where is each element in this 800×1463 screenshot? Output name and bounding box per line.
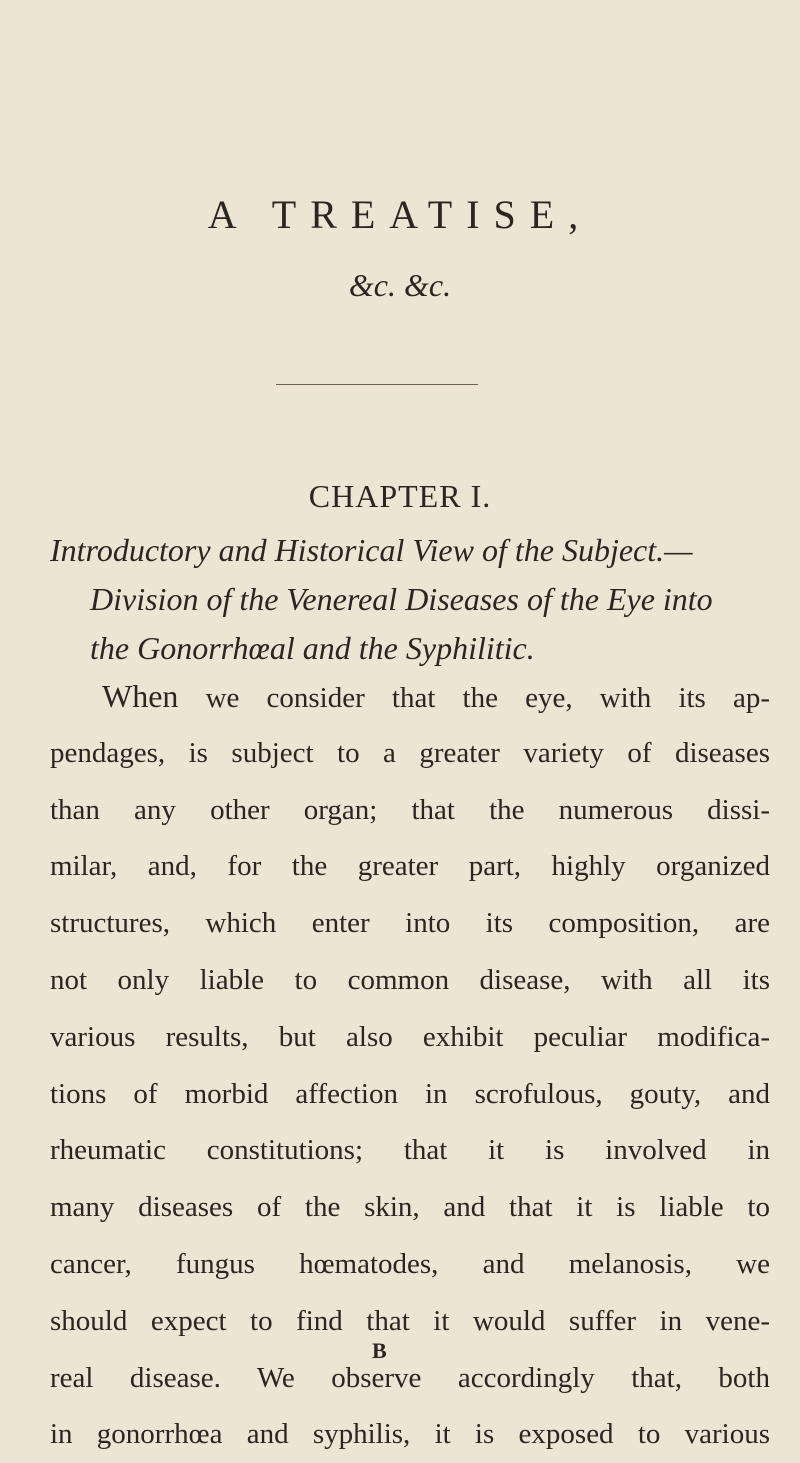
body-line: milar, and, for the greater part, highly organized (50, 850, 770, 883)
body-line: various results, but also exhibit peculiar modifica- (50, 1020, 770, 1053)
summary-line: Introductory and Historical View of the Subject.— (50, 532, 693, 568)
drop-word: When (102, 678, 179, 714)
chapter-summary (50, 526, 770, 673)
body-line: structures, which enter into its composition, are (50, 907, 770, 940)
body-line: than any other organ; that the numerous dissi- (50, 793, 770, 826)
treatise-title: A TREATISE, (207, 192, 593, 237)
treatise-subtitle: &c. &c. (348, 267, 452, 303)
body-line: in gonorrhœa and syphilis, it is exposed to various (50, 1418, 770, 1451)
body-line: not only liable to common disease, with all its (50, 963, 770, 996)
summary-line: the Gonorrhœal and the Syphilitic. (90, 630, 535, 666)
chapter-heading: CHAPTER I. (308, 478, 492, 514)
body-line: cancer, fungus hœmatodes, and melanosis, we (50, 1247, 770, 1280)
divider-rule (276, 384, 478, 385)
body-line: pendages, is subject to a greater variety of diseases (50, 736, 770, 769)
body-line-text: we consider that the eye, with its ap- (205, 682, 771, 714)
body-line (50, 668, 770, 725)
body-line: should expect to find that it would suffer in vene- (50, 1304, 770, 1337)
body-line: rheumatic constitutions; that it is involved in (50, 1134, 770, 1167)
signature-mark: B (372, 1338, 387, 1363)
summary-line: Division of the Venereal Diseases of the Eye into (90, 581, 713, 617)
body-line: tions of morbid affection in scrofulous, gouty, and (50, 1077, 770, 1110)
body-line: real disease. We observe accordingly that, both (50, 1361, 770, 1394)
body-line: many diseases of the skin, and that it is liable to (50, 1191, 770, 1224)
